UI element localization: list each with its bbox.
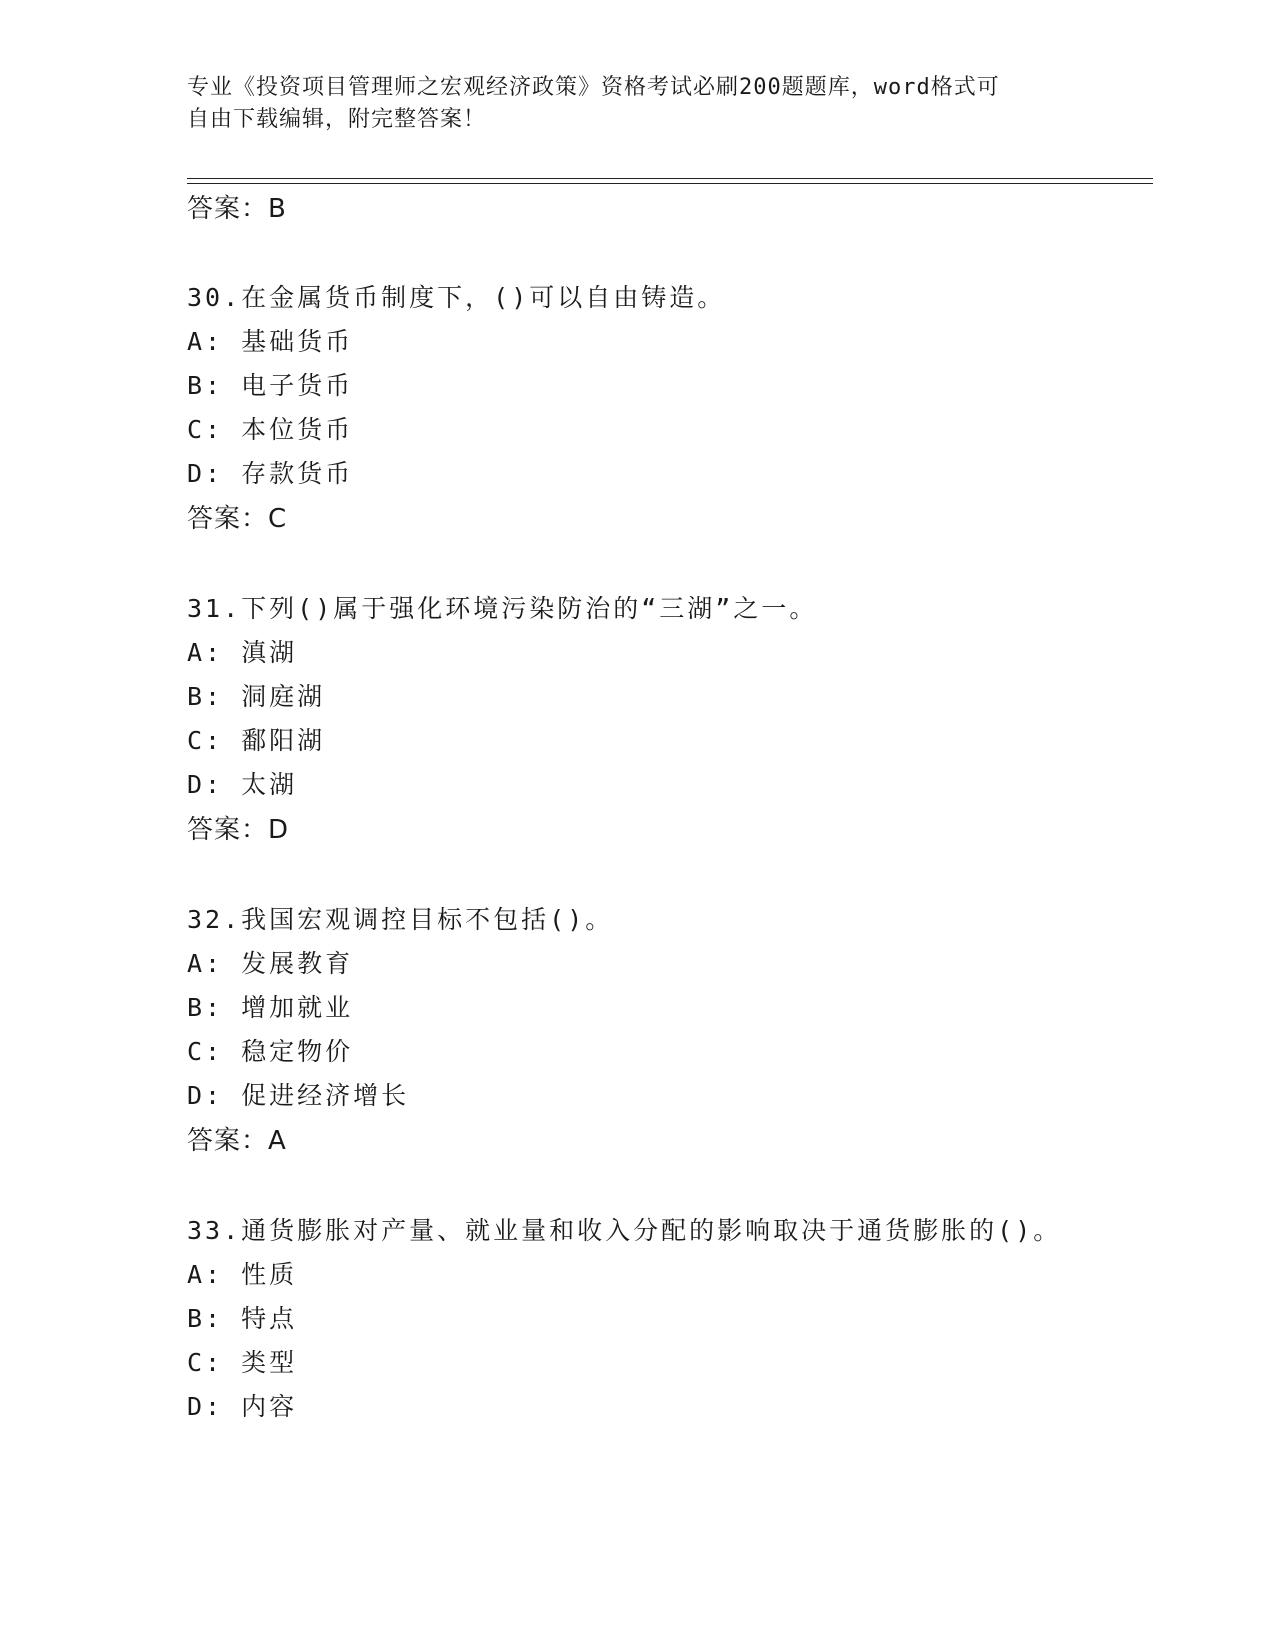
question-33-option-b: B: 特点 [187, 1304, 298, 1333]
question-32-stem: 32.我国宏观调控目标不包括()。 [187, 905, 614, 934]
question-33-option-c: C: 类型 [187, 1348, 298, 1377]
question-32-answer: 答案：A [187, 1126, 287, 1156]
question-31-stem: 31.下列()属于强化环境污染防治的“三湖”之一。 [187, 594, 818, 623]
question-33-stem: 33.通货膨胀对产量、就业量和收入分配的影响取决于通货膨胀的()。 [187, 1216, 1062, 1245]
answer-29: 答案：B [187, 194, 287, 224]
question-31-option-a: A: 滇湖 [187, 638, 298, 667]
question-33-option-a: A: 性质 [187, 1260, 298, 1289]
question-30-option-a: A: 基础货币 [187, 327, 354, 356]
header-line-1: 专业《投资项目管理师之宏观经济政策》资格考试必刷200题题库，word格式可 [187, 75, 1000, 100]
question-31-option-b: B: 洞庭湖 [187, 682, 326, 711]
header-line-2: 自由下载编辑，附完整答案！ [187, 107, 487, 132]
document-header [187, 72, 1087, 136]
question-32-option-b: B: 增加就业 [187, 993, 354, 1022]
question-33-option-d: D: 内容 [187, 1392, 298, 1421]
question-32-option-c: C: 稳定物价 [187, 1037, 354, 1066]
question-30-option-b: B: 电子货币 [187, 371, 354, 400]
question-31-answer: 答案：D [187, 815, 290, 845]
header-divider-bottom [187, 183, 1153, 184]
question-32-option-a: A: 发展教育 [187, 949, 354, 978]
question-30-option-d: D: 存款货币 [187, 459, 354, 488]
question-31-option-c: C: 鄱阳湖 [187, 726, 326, 755]
question-31-option-d: D: 太湖 [187, 770, 298, 799]
question-30-answer: 答案：C [187, 504, 288, 534]
question-30-stem: 30.在金属货币制度下，()可以自由铸造。 [187, 283, 726, 312]
question-32-option-d: D: 促进经济增长 [187, 1081, 410, 1110]
question-30-option-c: C: 本位货币 [187, 415, 354, 444]
header-divider-top [187, 178, 1153, 179]
